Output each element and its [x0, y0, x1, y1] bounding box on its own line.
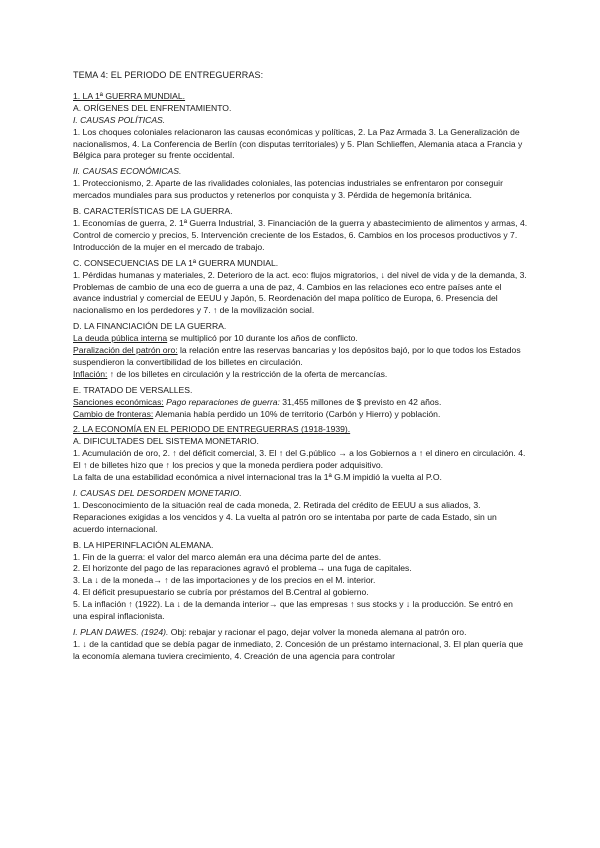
s1-e1-paragraph: [73, 397, 529, 409]
document-page: [73, 70, 529, 663]
s1-d-heading: D. LA FINANCIACIÓN DE LA GUERRA.: [73, 321, 227, 332]
s2-b-item: 4. El déficit presupuestario se cubría por préstamos del B.Central al gobierno.: [73, 587, 369, 598]
page-title: TEMA 4: EL PERIODO DE ENTREGUERRAS:: [73, 70, 264, 80]
s1-d2-text: la relación entre las reservas bancarias y los depósitos bajó, por lo que todos los Estados suspendieron la convertibilidad de los billetes en circulación.: [73, 345, 521, 367]
s1-d3-paragraph: [73, 369, 529, 381]
s2-a1-heading: I. CAUSAS DEL DESORDEN MONETARIO.: [73, 488, 242, 498]
s2-dawes-text-2: 1. ↓ de la cantidad que se debía pagar de inmediato, 2. Concesión de un préstamo internacional, 3. El plan quería que la economía alemana tuviera crecimiento, 4. Creación de una agencia para controlar: [73, 638, 524, 661]
s2-a-heading: A. DIFICULTADES DEL SISTEMA MONETARIO.: [73, 436, 259, 447]
s1-e2-label: Cambio de fronteras:: [73, 408, 154, 419]
s1-a2-heading: II. CAUSAS ECONÓMICAS.: [73, 166, 182, 177]
s1-b-text: 1. Economías de guerra, 2. 1ª Guerra Industrial, 3. Financiación de la guerra y abastecimiento de alimentos y armas, 4. Control de comercio y precios, 5. Intervención creciente de los Estados, 6. Cambios en los procesos productivos y 7. Introducción de la mujer en el mercado de trabajo.: [73, 217, 528, 252]
s1-e1-label: Sanciones económicas:: [73, 396, 164, 407]
s1-c-text: 1. Pérdidas humanas y materiales, 2. Deterioro de la act. eco: flujos migratorios, ↓ del nivel de vida y de la demanda, 3. Problemas de cambio de una eco de guerra a una de paz, 4. Cambios en las relaciones eco entre países ante el avance industrial y comercial de EEUU y Japón, 5. Reordenación del mapa político de Europa, 6. Presencia del nacionalismo en los perdedores y 7. ↑ de la movilización social.: [73, 269, 527, 316]
s1-a2-text: 1. Proteccionismo, 2. Aparte de las rivalidades coloniales, las potencias industriales se enfrentaron por conseguir mercados mundiales para sus productos y retenerlos por conquista y 3. Pérdida de hegemonía británica.: [73, 178, 503, 201]
s1-e1-italic: Pago reparaciones de guerra:: [163, 396, 280, 407]
s2-a-text-1: 1. Acumulación de oro, 2. ↑ del déficit comercial, 3. El ↑ del G.público → a los Gobiernos a ↑ el dinero en circulación. 4. El ↑ de billetes hizo que ↑ los precios y que la moneda perdiera poder adquisitivo.: [73, 448, 526, 471]
s1-d1-text: se multiplicó por 10 durante los años de conflicto.: [167, 333, 358, 344]
section-2-heading: 2. LA ECONOMÍA EN EL PERIODO DE ENTREGUERRAS (1918-1939).: [73, 424, 351, 435]
s2-a-text-2: La falta de una estabilidad económica a nivel internacional tras la 1ª G.M impidió la vuelta al P.O.: [73, 472, 442, 483]
s2-dawes-text-1: Obj: rebajar y racionar el pago, dejar volver la moneda alemana al patrón oro.: [168, 626, 467, 637]
s1-e2-paragraph: [73, 409, 529, 421]
s1-d2-label: Paralización del patrón oro:: [73, 345, 178, 356]
s2-b-item: 2. El horizonte del pago de las reparaciones agravó el problema→ una fuga de capitales.: [73, 563, 412, 574]
s1-c-heading: C. CONSECUENCIAS DE LA 1ª GUERRA MUNDIAL.: [73, 257, 279, 268]
s1-b-heading: B. CARACTERÍSTICAS DE LA GUERRA.: [73, 206, 233, 217]
s1-d3-text: ↑ de los billetes en circulación y la restricción de la oferta de mercancías.: [107, 368, 388, 379]
s2-dawes-paragraph: [73, 627, 529, 639]
s2-b-item: 3. La ↓ de la moneda→ ↑ de las importaciones y de los precios en el M. interior.: [73, 575, 376, 586]
s1-d1-label: La deuda pública interna: [73, 333, 168, 344]
s1-d3-label: Inflación:: [73, 368, 108, 379]
section-1-heading: 1. LA 1ª GUERRA MUNDIAL.: [73, 90, 186, 101]
s2-dawes-label: I. PLAN DAWES. (1924).: [73, 626, 169, 637]
s2-b-heading: B. LA HIPERINFLACIÓN ALEMANA.: [73, 539, 214, 550]
s1-a-heading: A. ORÍGENES DEL ENFRENTAMIENTO.: [73, 102, 232, 113]
s1-a1-heading: I. CAUSAS POLÍTICAS.: [73, 114, 166, 125]
s1-e-heading: E. TRATADO DE VERSALLES.: [73, 384, 193, 395]
s2-b-item: 5. La inflación ↑ (1922). La ↓ de la demanda interior→ que las empresas ↑ sus stocks y ↓ la producción. Se entró en una espiral inflacionista.: [73, 599, 513, 622]
s2-b-item: 1. Fin de la guerra: el valor del marco alemán era una décima parte del de antes.: [73, 551, 382, 562]
s1-d1-paragraph: [73, 333, 529, 345]
s1-e1-text: 31,455 millones de $ previsto en 42 años.: [279, 396, 442, 407]
s2-a1-text: 1. Desconocimiento de la situación real de cada moneda, 2. Retirada del crédito de EEUU a sus aliados, 3. Reparaciones exigidas a los vencidos y 4. La vuelta al patrón oro se intentaba por parte de cada Estado, sin un acuerdo internacional.: [73, 499, 497, 534]
s1-e2-text: Alemania había perdido un 10% de territorio (Carbón y Hierro) y población.: [153, 408, 441, 419]
s1-d2-paragraph: [73, 345, 529, 369]
s1-a1-text: 1. Los choques coloniales relacionaron las causas económicas y políticas, 2. La Paz Armada 3. La Generalización de nacionalismos, 4. La Conferencia de Berlín (con disputas territoriales) y 5. Plan Schlieffen, Alemania ataca a Francia y Bélgica para proteger su frente occidental.: [73, 126, 523, 161]
